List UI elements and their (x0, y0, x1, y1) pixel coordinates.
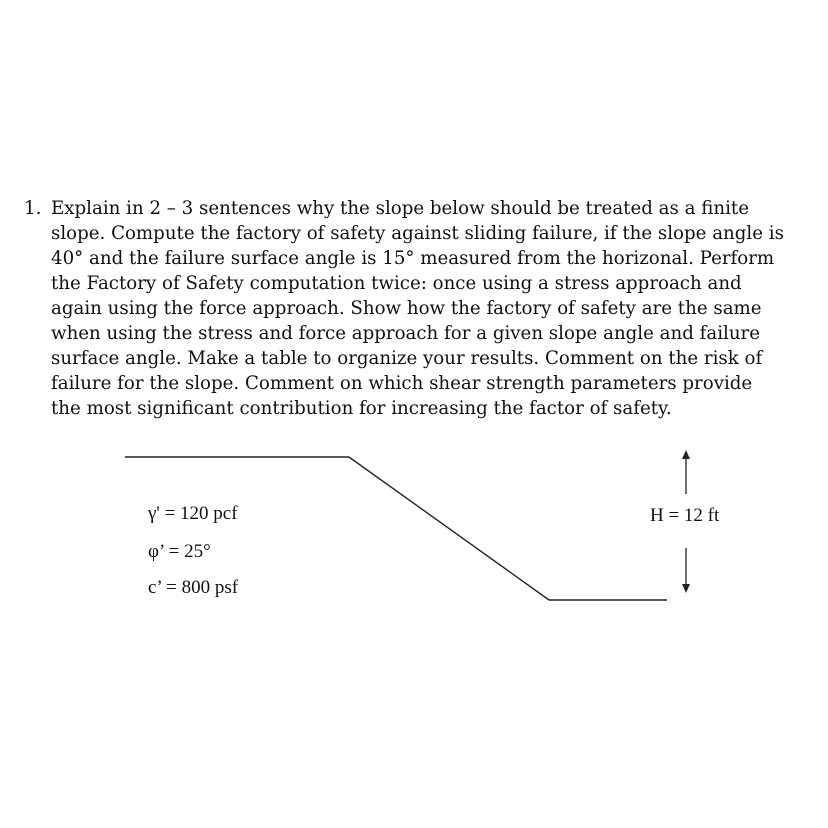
question-number: 1. (24, 198, 42, 219)
unit-weight-label: γ' = 120 pcf (148, 503, 238, 524)
question-text: Explain in 2 – 3 sentences why the slope below should be treated as a finite slope. Compute the factory of safety against sliding failure, if the slope angle is 40° and the failure surface angle is 15° measured from the horizonal. Perform the Factory of Safety computation twice: once using a stress approach and again using the force approach. Show how the factory of safety are the same when using the stress and force approach for a given slope angle and failure surface angle. Make a table to organize your results. Comment on the risk of failure for the slope. Comment on which shear strength parameters provide the most significant contribution for increasing the factor of safety. (51, 198, 784, 419)
cohesion-label: c’ = 800 psf (148, 577, 239, 598)
friction-angle-label: φ’ = 25° (148, 541, 211, 562)
height-arrow-down-head (682, 584, 690, 593)
height-arrow-up-head (682, 450, 690, 459)
height-label: H = 12 ft (650, 505, 720, 526)
slope-face-line (349, 457, 549, 600)
